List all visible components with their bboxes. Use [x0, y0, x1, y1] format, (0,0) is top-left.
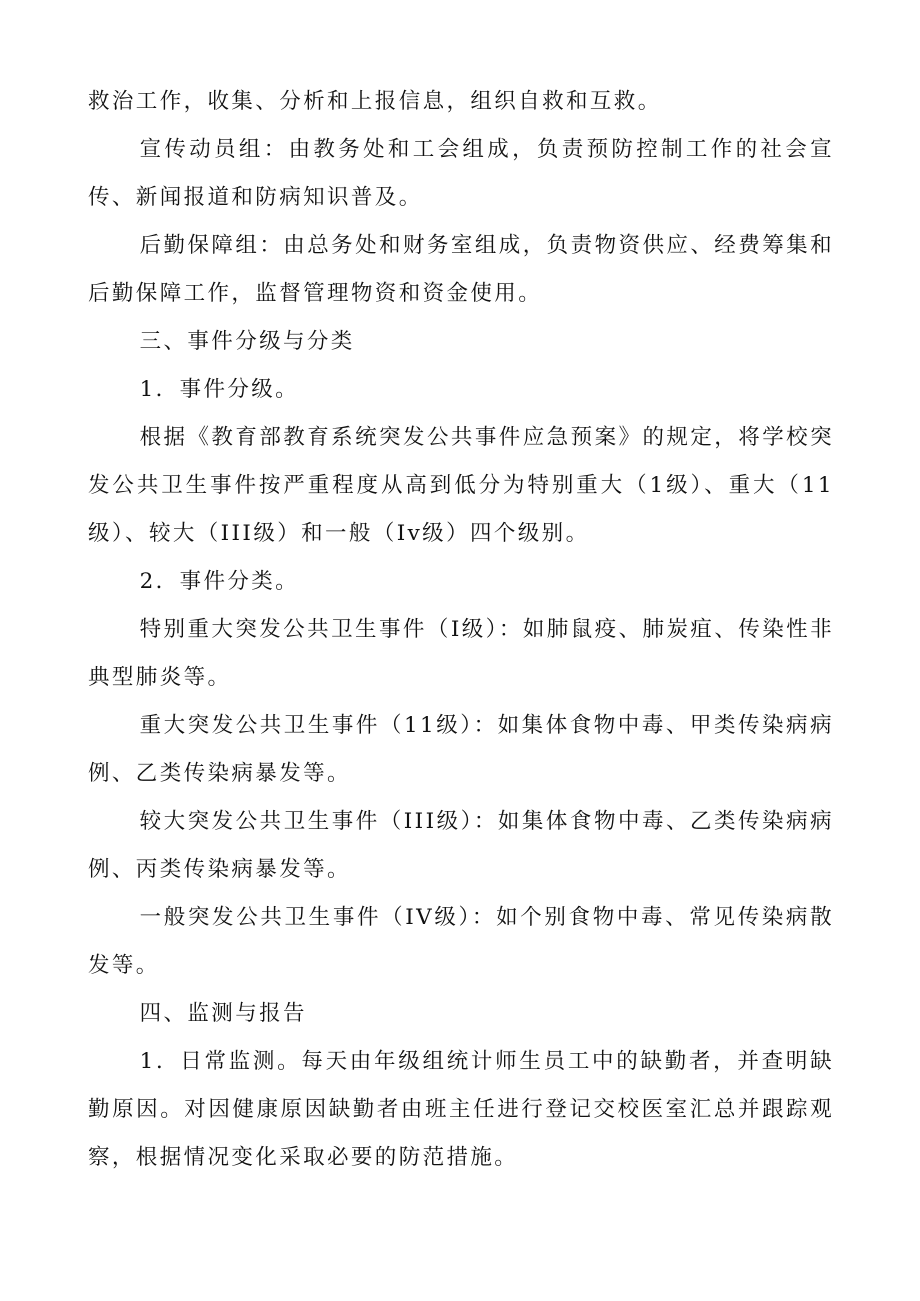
paragraph-daily-monitoring: 1．日常监测。每天由年级组统计师生员工中的缺勤者，并查明缺勤原因。对因健康原因缺勤者由班主任进行登记交校医室汇总并跟踪观察，根据情况变化采取必要的防范措施。	[88, 1049, 834, 1170]
paragraph-level-2: 重大突发公共卫生事件（11级）：如集体食物中毒、甲类传染病病例、乙类传染病暴发等。	[88, 713, 834, 786]
section-heading-3: 三、事件分级与分类	[139, 329, 355, 354]
section-heading-4: 四、监测与报告	[139, 1001, 307, 1026]
paragraph-level-1: 特别重大突发公共卫生事件（I级）：如肺鼠疫、肺炭疽、传染性非典型肺炎等。	[88, 617, 834, 690]
subheading-event-classification: 2．事件分类。	[139, 569, 300, 594]
paragraph-continuation: 救治工作，收集、分析和上报信息，组织自救和互救。	[88, 89, 662, 114]
paragraph-grading-basis: 根据《教育部教育系统突发公共事件应急预案》的规定，将学校突发公共卫生事件按严重程度从高到低分为特别重大（1级）、重大（11级）、较大（III级）和一般（Iv级）四个级别。	[88, 425, 834, 546]
paragraph-level-3: 较大突发公共卫生事件（III级）：如集体食物中毒、乙类传染病病例、丙类传染病暴发等。	[88, 809, 834, 882]
paragraph-level-4: 一般突发公共卫生事件（IV级）：如个别食物中毒、常见传染病散发等。	[88, 905, 834, 978]
paragraph-publicity-group: 宣传动员组：由教务处和工会组成，负责预防控制工作的社会宣传、新闻报道和防病知识普及。	[88, 137, 834, 210]
subheading-event-grading: 1．事件分级。	[139, 377, 300, 402]
paragraph-logistics-group: 后勤保障组：由总务处和财务室组成，负责物资供应、经费筹集和后勤保障工作，监督管理物资和资金使用。	[88, 233, 834, 306]
